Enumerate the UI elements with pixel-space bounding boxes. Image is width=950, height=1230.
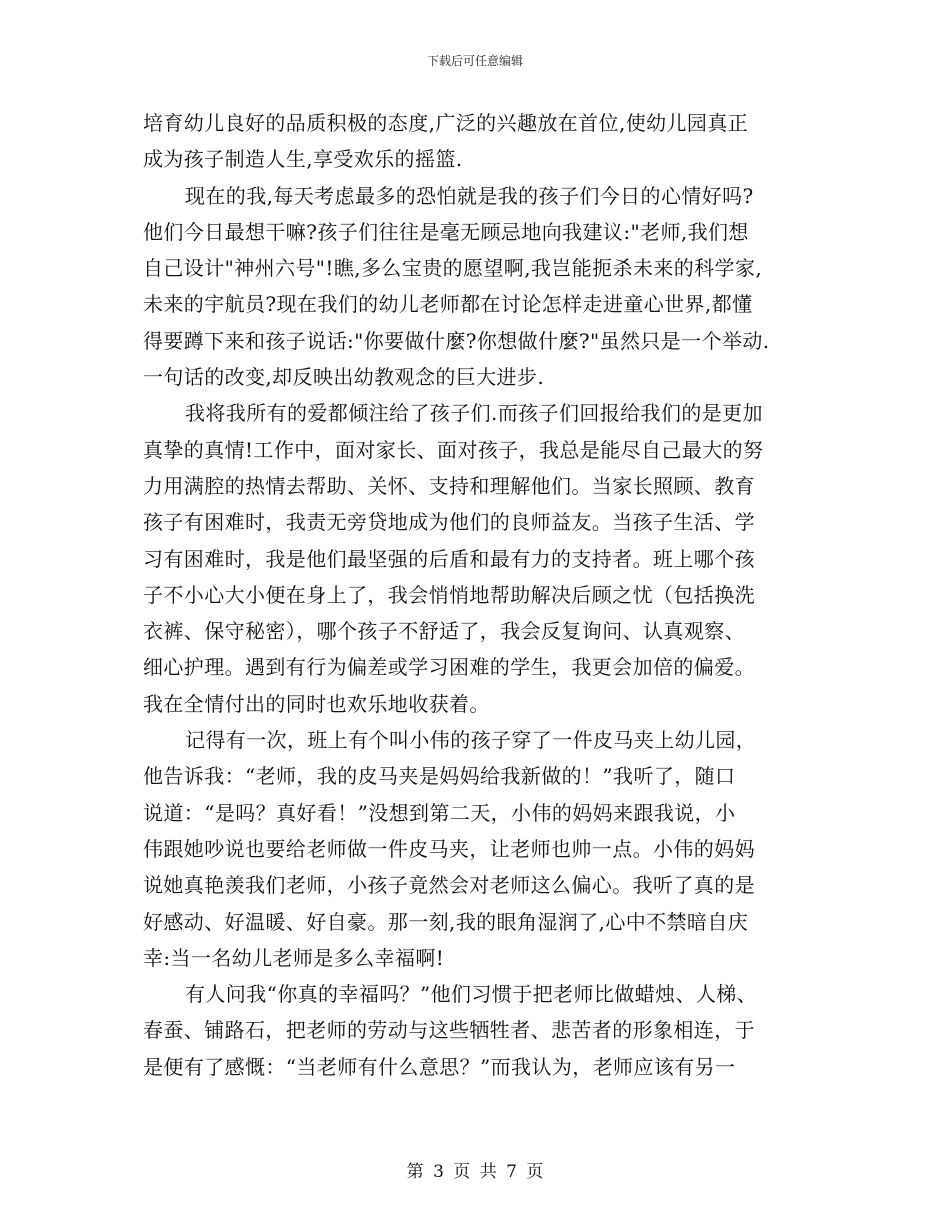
body-text [143,105,808,1085]
text-line: 孩子有困难时，我责无旁贷地成为他们的良师益友。当孩子生活、学 [143,510,755,535]
text-line: 未来的宇航员?现在我们的幼儿老师都在讨论怎样走进童心世界,都懂 [143,292,753,317]
text-line: 真挚的真情!工作中，面对家长、面对孩子，我总是能尽自己最大的努 [143,437,764,462]
text-line: 子不小心大小便在身上了，我会悄悄地帮助解决后顾之忧（包括换洗 [143,582,755,607]
paragraph-start-line: 我将我所有的爱都倾注给了孩子们.而孩子们回报给我们的是更加 [185,401,763,426]
text-line: 得要蹲下来和孩子说话:"你要做什麼?你想做什麼?"虽然只是一个举动. [143,328,770,353]
text-line: 力用满腔的热情去帮助、关怀、支持和理解他们。当家长照顾、教育 [143,473,755,498]
text-line: 伟跟她吵说也要给老师做一件皮马夹，让老师也帅一点。小伟的妈妈 [143,836,755,861]
text-line: 细心护理。遇到有行为偏差或学习困难的学生，我更会加倍的偏爱。 [143,655,755,680]
text-line: 成为孩子制造人生,享受欢乐的摇篮. [143,147,463,172]
text-line: 衣裤、保守秘密），哪个孩子不舒适了，我会反复询问、认真观察、 [143,619,745,644]
page-number-footer: 第 3 页 共 7 页 [406,1162,544,1182]
paragraph-start-line: 有人问我“你真的幸福吗？”他们习惯于把老师比做蜡烛、人梯、 [185,982,758,1007]
text-line: 我在全情付出的同时也欢乐地收获着。 [143,691,490,716]
text-line: 自己设计"神州六号"!瞧,多么宝贵的愿望啊,我岂能扼杀未来的科学家, [143,256,763,281]
text-line: 好感动、好温暖、好自豪。那一刻,我的眼角湿润了,心中不禁暗自庆 [143,909,749,934]
paragraph-start-line: 现在的我,每天考虑最多的恐怕就是我的孩子们今日的心情好吗? [185,183,754,208]
page-header: 下载后可任意编辑 [426,54,523,68]
text-line: 一句话的改变,却反映出幼教观念的巨大进步. [143,365,545,390]
text-line: 说道：“是吗？真好看！”没想到第二天，小伟的妈妈来跟我说，小 [143,800,736,825]
text-line: 培育幼儿良好的品质积极的态度,广泛的兴趣放在首位,使幼儿园真正 [143,111,749,135]
paragraph-start-line: 记得有一次，班上有个叫小伟的孩子穿了一件皮马夹上幼儿园， [185,728,757,753]
text-line: 春蚕、铺路石，把老师的劳动与这些牺牲者、悲苦者的形象相连，于 [143,1018,755,1043]
text-line: 习有困难时，我是他们最坚强的后盾和最有力的支持者。班上哪个孩 [143,546,755,571]
text-line: 说她真艳羡我们老师，小孩子竟然会对老师这么偏心。我听了真的是 [143,873,755,898]
text-line: 是便有了感慨：“当老师有什么意思？”而我认为，老师应该有另一 [143,1054,736,1079]
text-line: 他告诉我：“老师，我的皮马夹是妈妈给我新做的！”我听了，随口 [143,764,736,789]
text-line: 他们今日最想干嘛?孩子们往往是毫无顾忌地向我建议:"老师,我们想 [143,219,749,244]
text-line: 幸:当一名幼儿老师是多么幸福啊! [143,945,445,970]
